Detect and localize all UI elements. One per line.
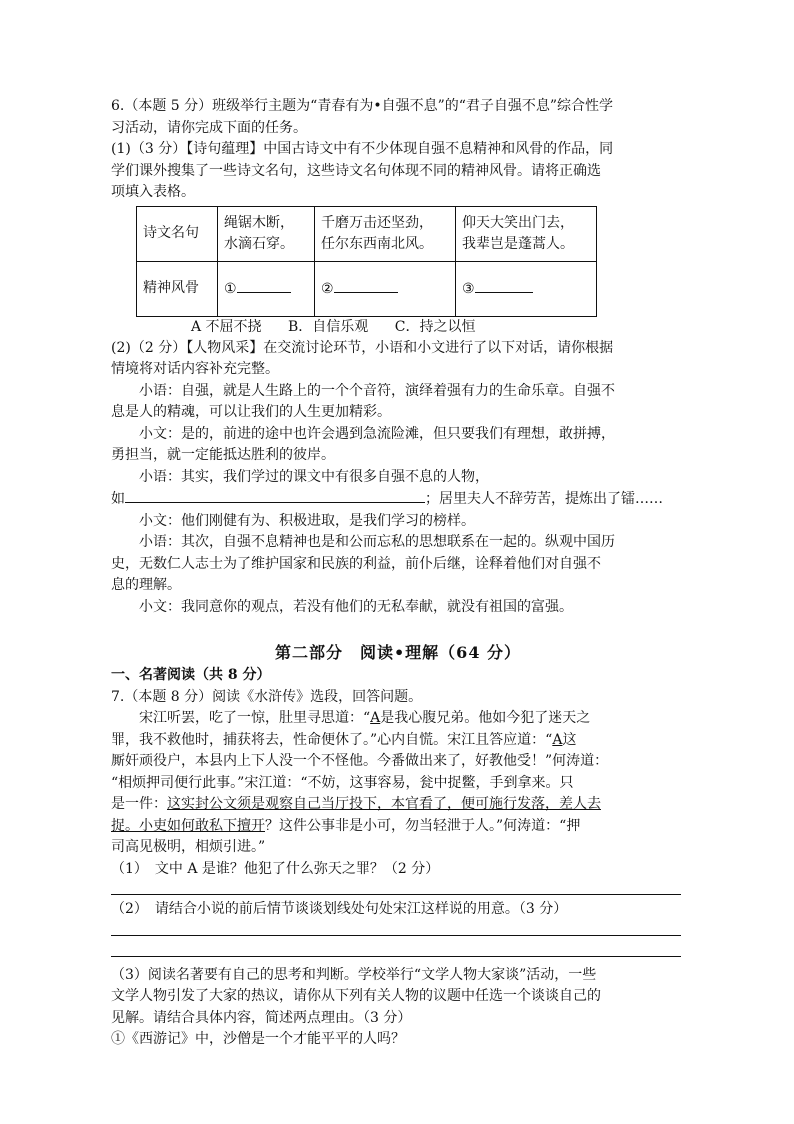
q6-intro-line-1: 6.（本题 5 分）班级举行主题为“青春有为•自强不息”的“君子自强不息”综合性学 [111,98,614,114]
passage-text: 宋江听罢，吃了一惊，肚里寻思道：“ [139,710,371,726]
option-row [191,317,685,338]
passage-line-3: 厮奸顽役户，本县内上下人没一个不怪他。今番做出来了，好教他受！”何涛道： [111,753,609,769]
passage-text: 是一件： [111,796,167,812]
answer-blank-3[interactable] [475,278,533,293]
dialogue-3-line-2 [111,488,685,511]
dialogue-5-line-2: 史，无数仁人志士为了维护国家和民族的利益，前仆后继，诠释着他们对自强不 [111,555,601,572]
passage-line-7: 司高见极明，相烦引进。” [111,839,266,855]
passage-line-2 [111,730,685,752]
poem-2-line-2: 任尔东西南北风。 [321,235,433,252]
dialogue-1-line-2: 息是人的精魂，可以让我们的人生更加精彩。 [111,404,391,420]
q6-task1-line-1: (1)（3 分）【诗句蕴理】中国古诗文中有不少体现自强不息精神和风骨的作品，同 [111,141,614,157]
passage-text: 罪，我不救他时，捕获将去，性命便休了。”心内自慌。宋江且答应道：“ [111,731,553,748]
passage-text: 这 [562,731,577,748]
poem-1-line-2: 水滴石穿。 [224,235,294,252]
fill-in-blank-example[interactable] [125,488,425,503]
part2-title: 第二部分 阅读•理解（64 分） [274,643,522,662]
answer-cell-3 [456,261,597,316]
dialogue-5-line-1: 小语：其次，自强不息精神也是和公而忘私的思想联系在一起的。纵观中国历 [139,534,615,550]
answer-blank-2[interactable] [334,278,398,293]
poem-2-line-1: 千磨万击还坚劲， [321,214,433,231]
subquestion-2: （2） 请结合小说的前后情节谈谈划线处句处宋江这样说的用意。（3 分） [111,901,568,917]
passage-underlined: 这实封公文须是观察自己当厅投下，本官看了，便可施行发落，差人去 [167,796,601,812]
passage-text: 是我心腹兄弟。他如今犯了迷天之 [380,710,591,726]
answer-line-1[interactable] [111,894,681,895]
poem-table [136,206,597,317]
poem-table-header-lines: 诗文名句 [137,206,218,261]
poem-cell-3 [456,206,597,261]
poem-cell-2 [315,206,456,261]
q6-task2-line-2: 情境将对话内容补充完整。 [111,361,279,377]
poem-3-line-2: 我辈岂是蓬蒿人。 [462,235,574,252]
subquestion-3-line-3: 见解。请结合具体内容，简述两点理由。（3 分） [111,1009,412,1026]
poem-table-header-spirit: 精神风骨 [137,261,218,316]
dialogue-2-line-2: 勇担当，就一定能抵达胜利的彼岸。 [111,447,335,463]
subquestion-3-line-1: （3）阅读名著要有自己的思考和判断。学校举行“文学人物大家谈”活动，一些 [111,966,597,983]
subquestion-3-line-2: 文学人物引发了大家的热议，请你从下列有关人物的议题中任选一个谈谈自己的 [111,988,601,1004]
poem-3-line-1: 仰天大笑出门去， [462,214,574,231]
passage-line-4: “相烦押司便行此事。”宋江道：“不妨，这事容易，瓮中捉鳖，手到拿来。只 [111,774,574,791]
subquestion-1: （1） 文中 A 是谁？他犯了什么弥天之罪？（2 分） [111,860,440,877]
part2-subtitle: 一、名著阅读（共 8 分） [111,667,271,683]
answer-blank-1[interactable] [237,278,291,293]
dialogue-5-line-3: 息的理解。 [111,577,181,593]
q6-intro-line-2: 习活动，请你完成下面的任务。 [111,119,307,136]
answer-cell-1 [218,261,315,316]
passage-line-1 [111,708,685,730]
option-b: B．自信乐观 [288,318,369,335]
dialogue-6: 小文：我同意你的观点，若没有他们的无私奉献，就没有祖国的富强。 [139,598,573,615]
dialogue-1-line-1: 小语：自强，就是人生路上的一个个音符，演绎着强有力的生命乐章。自强不 [139,382,615,399]
answer-marker-1: ① [224,280,237,297]
dialogue-3-suffix: ；居里夫人不辞劳苦，提炼出了镭…… [425,491,663,507]
poem-table-row-lines [137,206,597,261]
q6-task1-line-2: 学们课外搜集了一些诗文名句，这些诗文名句体现不同的精神风骨。请将正确选 [111,162,601,179]
passage-line-5 [111,794,685,816]
passage-blank-a: A [552,731,563,748]
q6-task1-line-3: 项填入表格。 [111,184,195,200]
poem-cell-1 [218,206,315,261]
poem-1-line-1: 绳锯木断， [224,214,294,231]
dialogue-4: 小文：他们刚健有为、积极进取，是我们学习的榜样。 [139,512,475,529]
subquestion-3-topic-1: ①《西游记》中，沙僧是一个才能平平的人吗？ [111,1031,405,1047]
poem-table-row-spirit [137,261,597,316]
exam-page [111,96,685,1051]
dialogue-3-prefix: 如 [111,491,125,507]
answer-cell-2 [315,261,456,316]
option-c: C．持之以恒 [394,318,476,335]
answer-marker-3: ③ [462,280,475,297]
passage-text: ？这件公事非是小可，勿当轻泄于人。”何涛道：“押 [265,817,581,834]
dialogue-2-line-1: 小文：是的，前进的途中也许会遇到急流险滩，但只要我们有理想，敢拼搏， [139,425,615,442]
q7-intro: 7.（本题 8 分）阅读《水浒传》选段，回答问题。 [111,688,423,705]
passage-underlined: 捉。小吏如何敢私下擅开 [111,817,265,834]
passage-line-6 [111,816,685,838]
answer-marker-2: ② [321,280,334,297]
option-a: A 不屈不挠 [191,318,262,335]
dialogue-3-line-1: 小语：其实，我们学过的课文中有很多自强不息的人物， [139,468,489,485]
q6-task2-line-1: (2)（2 分）【人物风采】在交流讨论环节，小语和小文进行了以下对话，请你根据 [111,339,614,356]
passage-blank-a: A [370,710,381,726]
